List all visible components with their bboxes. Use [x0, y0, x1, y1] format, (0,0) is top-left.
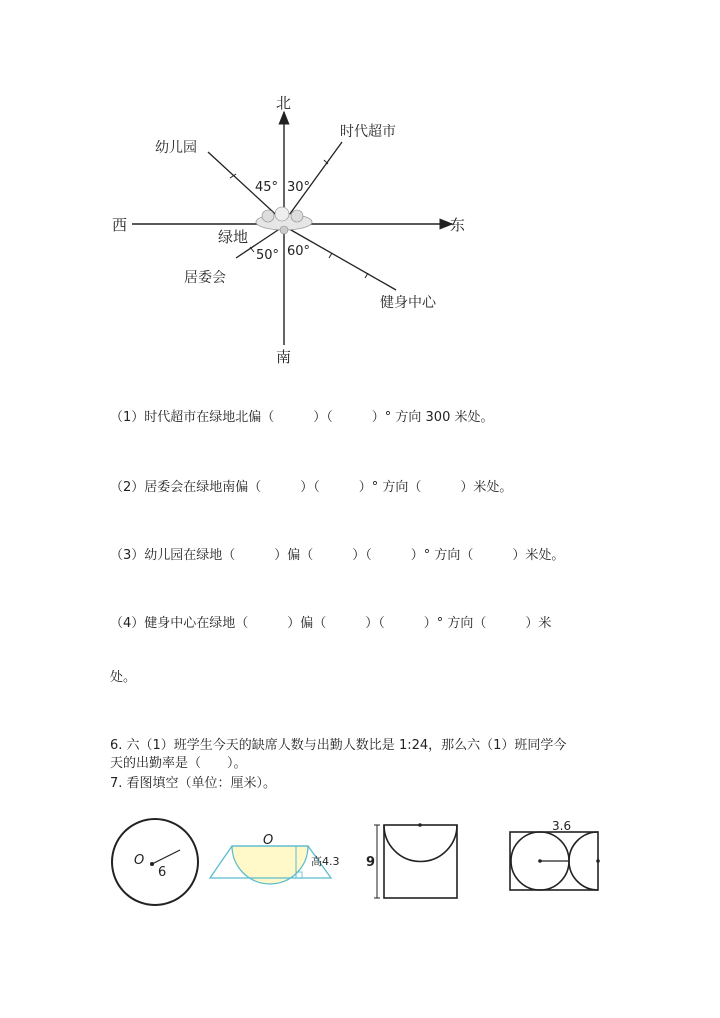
question-4-line1: （4）健身中心在绿地（ ）偏（ ）（ ）° 方向（ ）米	[110, 616, 552, 631]
label-south: 南	[276, 348, 292, 366]
problem-6-line1: 6. 六（1）班学生今天的缺席人数与出勤人数比是 1:24，那么六（1）班同学今	[110, 738, 567, 753]
question-3: （3）幼儿园在绿地（ ）偏（ ）（ ）° 方向（ ）米处。	[110, 548, 565, 563]
angle-committee: 50°	[256, 248, 280, 263]
figure-square-semicircle	[366, 823, 457, 898]
compass-diagram	[0, 0, 720, 380]
angle-fitness: 60°	[287, 244, 311, 259]
fig1-center-label: O	[134, 853, 145, 868]
question-2: （2）居委会在绿地南偏（ ）（ ）° 方向（ ）米处。	[110, 480, 513, 495]
label-fitness: 健身中心	[380, 295, 436, 311]
green-space-icon	[256, 207, 312, 234]
angle-supermarket: 30°	[287, 180, 311, 195]
question-1: （1）时代超市在绿地北偏（ ）（ ）° 方向 300 米处。	[110, 410, 494, 425]
figure-rectangle-circles	[510, 819, 600, 890]
fig1-radius-label: 6	[158, 865, 167, 880]
label-east: 东	[450, 216, 466, 234]
label-committee: 居委会	[184, 270, 226, 286]
figure-trapezoid	[210, 833, 340, 884]
fig2-height-label: 高4.3	[311, 855, 340, 868]
label-north: 北	[276, 94, 292, 112]
question-4-line2: 处。	[110, 670, 137, 685]
problem-7-title: 7. 看图填空（单位：厘米）。	[110, 776, 277, 791]
label-west: 西	[112, 216, 128, 234]
fig3-side-label: 9	[366, 855, 376, 870]
label-kindergarten: 幼儿园	[155, 140, 197, 156]
angle-kindergarten: 45°	[255, 180, 279, 195]
figure-circle	[112, 819, 198, 905]
label-supermarket: 时代超市	[340, 124, 396, 140]
problem-6-line2: 天的出勤率是（ ）。	[110, 756, 247, 771]
label-center: 绿地	[218, 228, 249, 246]
fig4-width-label: 3.6	[552, 819, 572, 833]
problem-7-figures	[0, 800, 720, 920]
fig2-center-label: O	[263, 833, 274, 848]
